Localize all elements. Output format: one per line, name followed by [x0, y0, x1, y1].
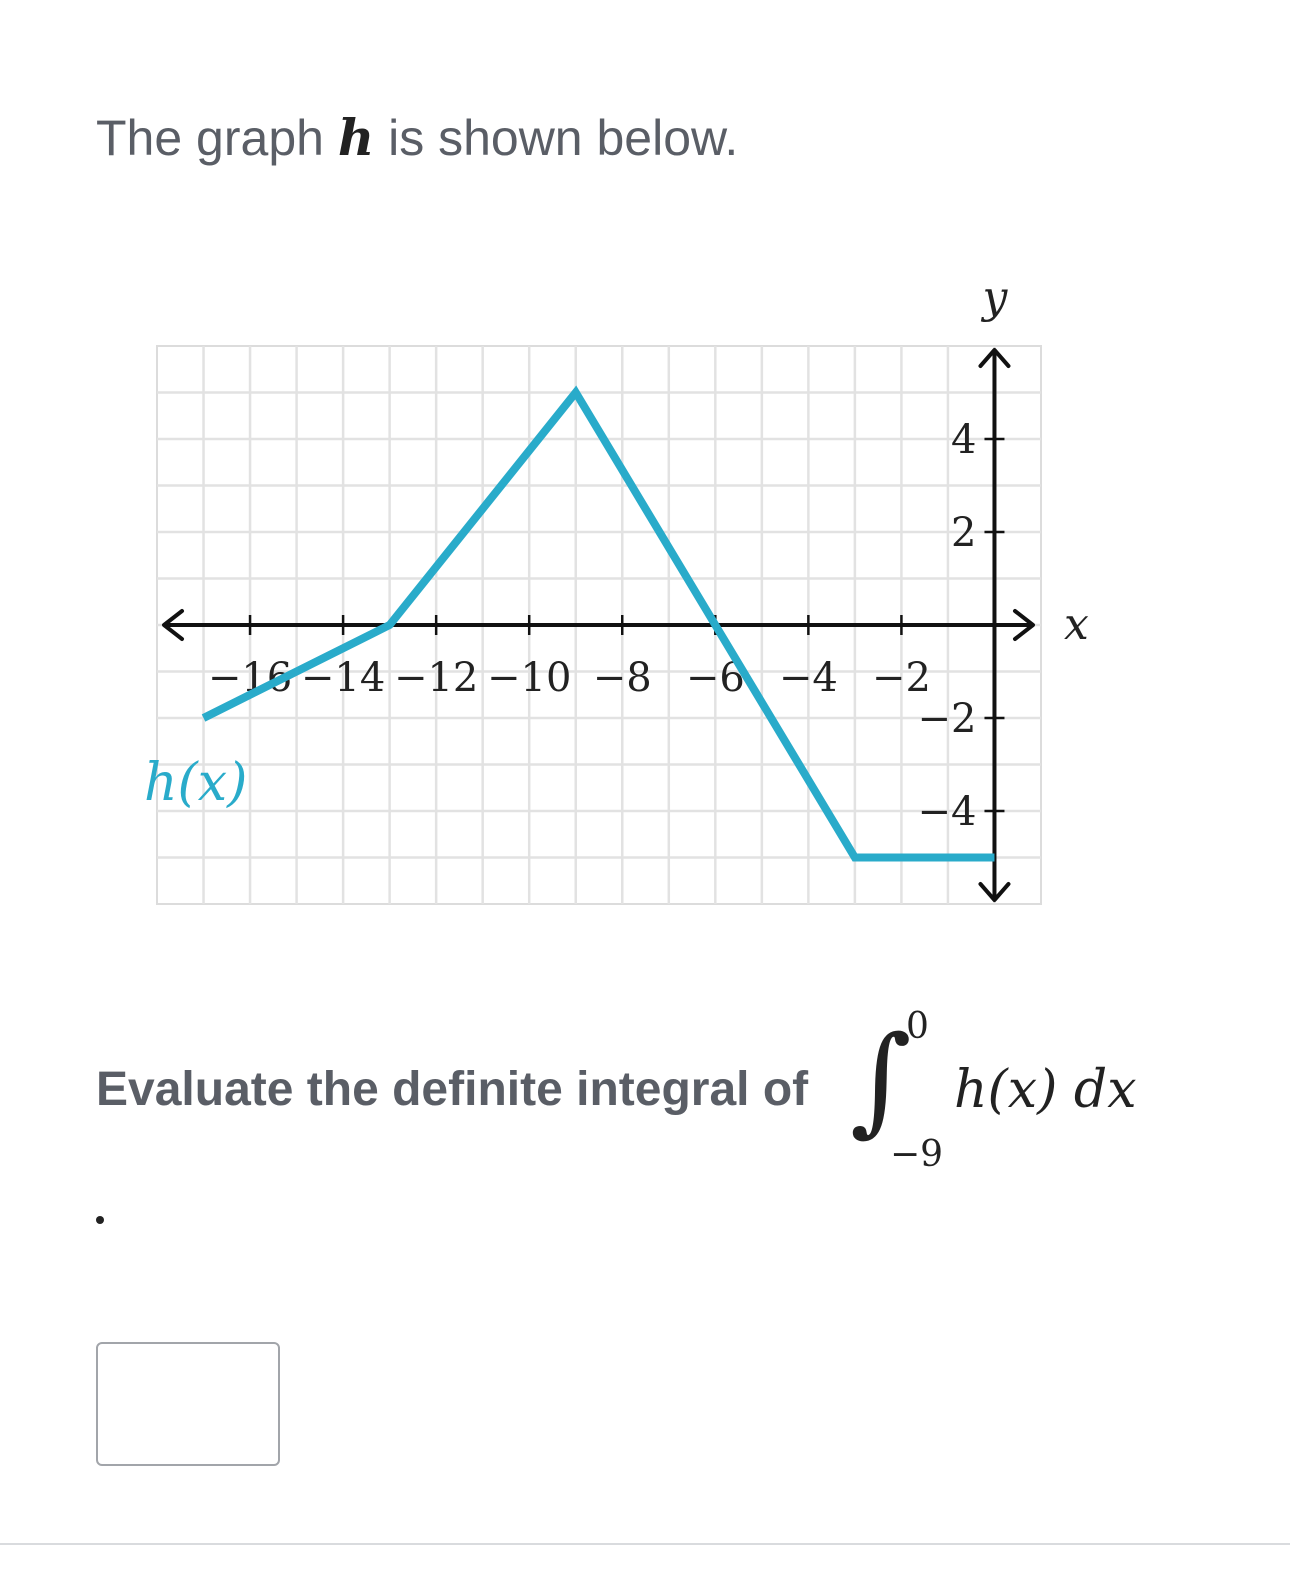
x-tick-label: −2 — [871, 655, 931, 701]
x-tick-label: −12 — [393, 655, 479, 701]
x-tick-label: −8 — [592, 655, 652, 701]
y-tick-label: 2 — [951, 510, 977, 556]
x-tick-label: −6 — [685, 655, 745, 701]
function-graph — [0, 260, 1290, 940]
integral-upper-limit: 0 — [906, 1006, 929, 1047]
bullet-icon — [96, 1216, 104, 1224]
y-tick-label: −2 — [917, 696, 977, 742]
integral-prompt: Evaluate the definite integral of — [96, 1063, 809, 1116]
question-intro — [96, 108, 738, 167]
y-axis-label: y — [982, 272, 1008, 323]
x-tick-label: −4 — [778, 655, 838, 701]
y-tick-label: −4 — [917, 789, 977, 835]
intro-text-after: is shown below. — [374, 110, 739, 166]
integral-sign-icon: ∫ — [850, 1010, 912, 1148]
y-tick-label: 4 — [951, 417, 977, 463]
answer-input[interactable] — [96, 1342, 280, 1466]
integral-lower-limit: −9 — [890, 1134, 944, 1175]
integrand: h(x) dx — [954, 1060, 1137, 1120]
integral-expression — [840, 1000, 1170, 1190]
function-variable: h — [337, 108, 375, 167]
x-axis-label: x — [1064, 599, 1089, 650]
x-tick-label: −14 — [300, 655, 386, 701]
x-tick-label: −16 — [207, 655, 293, 701]
intro-text-before: The graph — [96, 110, 338, 166]
x-tick-label: −10 — [486, 655, 572, 701]
series-label: h(x) — [144, 753, 248, 813]
footer-bar — [0, 1543, 1290, 1591]
